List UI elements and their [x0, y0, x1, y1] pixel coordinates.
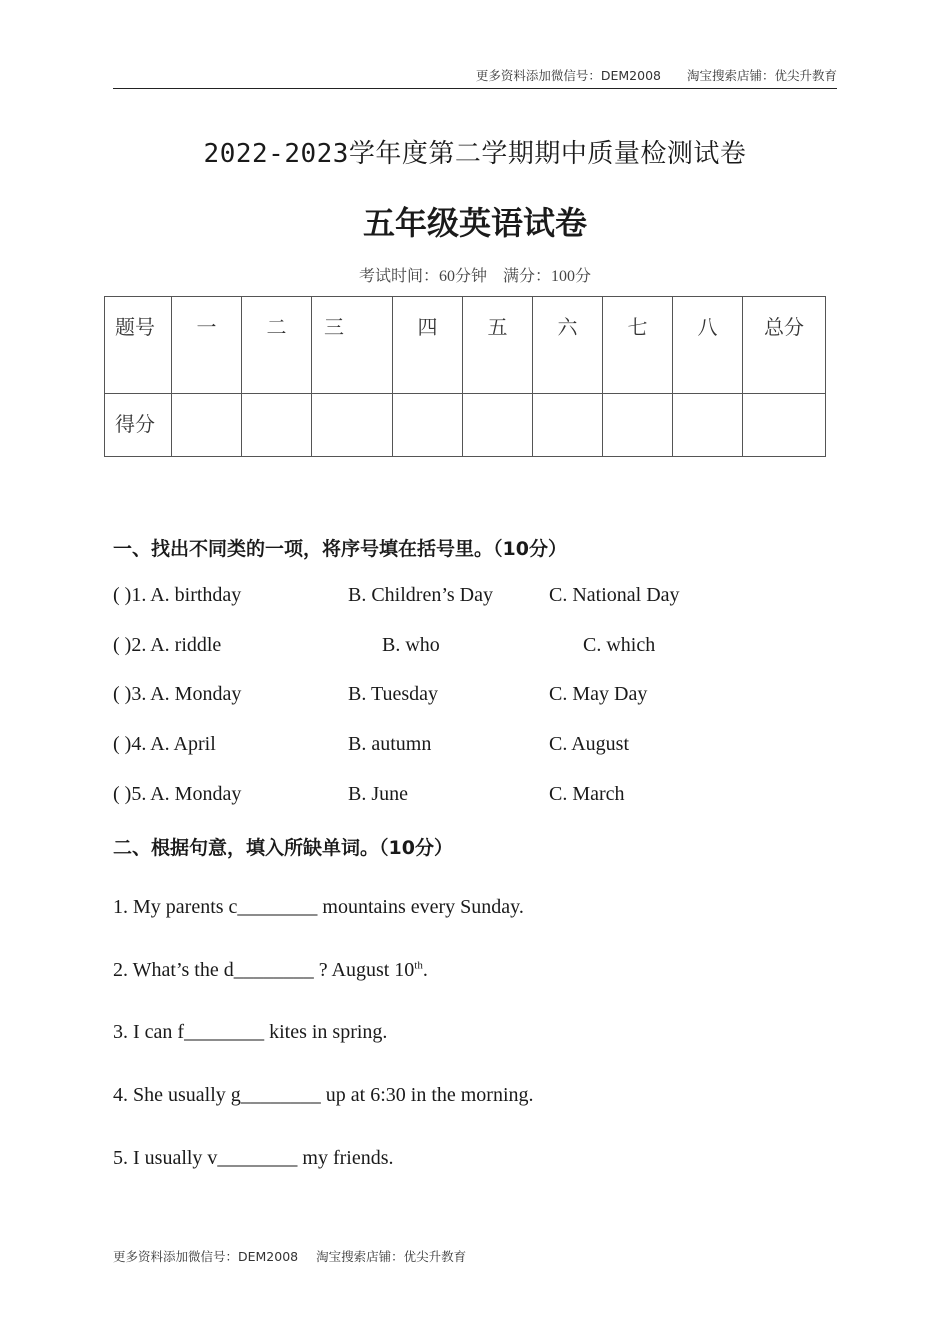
score-input-cell[interactable]	[533, 394, 603, 457]
score-input-cell[interactable]	[463, 394, 533, 457]
header-wechat: 更多资料添加微信号：DEM2008	[475, 68, 661, 83]
score-input-cell[interactable]	[242, 394, 312, 457]
score-input-cell[interactable]	[172, 394, 242, 457]
score-header-cell: 一	[172, 297, 242, 394]
exam-subtitle: 五年级英语试卷	[362, 204, 587, 242]
ordinal-suffix: th	[414, 959, 423, 972]
page-footer	[113, 1247, 480, 1265]
option-c: C. National Day	[549, 584, 680, 606]
footer-shop: 淘宝搜索店铺：优尖升教育	[316, 1249, 467, 1264]
fill-sentence: 4. She usually g________ up at 6:30 in the morning.	[113, 1084, 534, 1106]
option-b: B. Children’s Day	[348, 584, 493, 606]
question-number: ( )3. A. Monday	[113, 683, 242, 705]
exam-time: 考试时间：60分钟	[358, 268, 487, 285]
option-b: B. autumn	[348, 733, 432, 755]
option-c: C. May Day	[549, 683, 648, 705]
question-number: ( )4. A. April	[113, 733, 216, 755]
question-number: ( )5. A. Monday	[113, 783, 242, 805]
score-header-cell: 题号	[105, 297, 172, 394]
option-c: C. March	[549, 783, 625, 805]
option-b: B. Tuesday	[348, 683, 439, 705]
header-shop: 淘宝搜索店铺：优尖升教育	[686, 68, 837, 83]
option-c: C. August	[549, 733, 630, 755]
footer-wechat: 更多资料添加微信号：DEM2008	[113, 1249, 299, 1264]
page-header	[113, 66, 837, 89]
score-row-label: 得分	[105, 394, 172, 457]
score-input-cell[interactable]	[673, 394, 743, 457]
fill-sentence-end: .	[422, 959, 428, 981]
option-c: C. which	[583, 634, 656, 656]
score-input-cell[interactable]	[312, 394, 393, 457]
section2-heading: 二、根据句意，填入所缺单词。（10分）	[113, 837, 453, 859]
fill-sentence: 3. I can f________ kites in spring.	[113, 1021, 388, 1043]
score-header-cell: 二	[242, 297, 312, 394]
exam-meta	[0, 263, 950, 286]
score-table	[104, 296, 826, 457]
score-input-cell[interactable]	[603, 394, 673, 457]
fill-sentence-text: 2. What’s the d________ ? August 10	[113, 959, 415, 981]
section1-heading: 一、找出不同类的一项，将序号填在括号里。（10分）	[113, 538, 567, 560]
exam-full-score: 满分：100分	[503, 268, 592, 285]
score-header-cell: 七	[603, 297, 673, 394]
score-header-cell: 总分	[743, 297, 826, 394]
score-header-cell: 四	[393, 297, 463, 394]
exam-title: 2022-2023学年度第二学期期中质量检测试卷	[203, 139, 747, 169]
fill-sentence	[113, 959, 428, 982]
score-table-score-row	[105, 394, 826, 457]
score-header-cell: 六	[533, 297, 603, 394]
score-input-cell[interactable]	[393, 394, 463, 457]
option-b: B. who	[382, 634, 440, 656]
question-number: ( )2. A. riddle	[113, 634, 222, 656]
fill-sentence: 1. My parents c________ mountains every Sunday.	[113, 896, 524, 918]
fill-sentence: 5. I usually v________ my friends.	[113, 1147, 394, 1169]
score-table-header-row	[105, 297, 826, 394]
score-header-cell: 三	[312, 297, 393, 394]
question-number: ( )1. A. birthday	[113, 584, 242, 606]
score-header-cell: 八	[673, 297, 743, 394]
score-header-cell: 五	[463, 297, 533, 394]
score-input-cell[interactable]	[743, 394, 826, 457]
option-b: B. June	[348, 783, 408, 805]
